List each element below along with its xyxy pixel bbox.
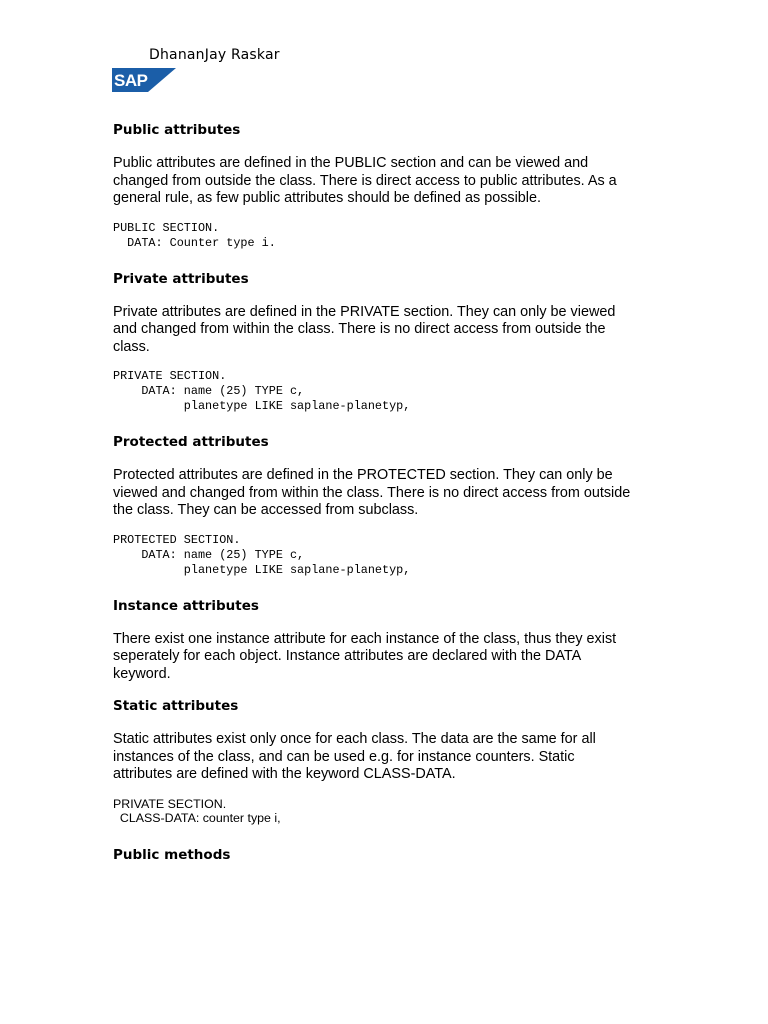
sap-logo-text: SAP	[114, 71, 148, 90]
section-heading: Public attributes	[113, 122, 241, 138]
section-static-attributes	[113, 696, 673, 825]
section-public-methods	[113, 845, 673, 865]
section-heading: Private attributes	[113, 270, 249, 287]
section-paragraph: Protected attributes are defined in the PROTECTED section. They can only be viewed and changed from within the class. There is no direct access from outside the class. They can be accessed from subclass.	[113, 467, 631, 518]
code-snippet: PROTECTED SECTION. DATA: name (25) TYPE c, planetype LIKE saplane-planetyp,	[113, 532, 411, 577]
section-private-attributes	[113, 269, 673, 415]
sap-logo-icon	[112, 68, 176, 92]
section-paragraph: Static attributes exist only once for each class. The data are the same for all instances of the class, and can be used e.g. for instance counters. Static attributes are defined with the keyword CLASS-DATA.	[113, 731, 596, 782]
section-heading: Public methods	[113, 846, 231, 863]
section-heading: Instance attributes	[113, 597, 259, 614]
document-body	[113, 120, 673, 880]
author-name: DhananJay Raskar	[149, 47, 280, 63]
section-public-attributes	[113, 120, 673, 251]
section-paragraph: There exist one instance attribute for each instance of the class, thus they exist seperately for each object. Instance attributes are declared with the DATA keyword.	[113, 630, 617, 682]
section-paragraph: Private attributes are defined in the PRIVATE section. They can only be viewed and changed from within the class. There is no direct access from outside the class.	[113, 303, 616, 355]
section-paragraph: Public attributes are defined in the PUBLIC section and can be viewed and changed from outside the class. There is direct access to public attributes. As a general rule, as few public attributes should be defined as possible.	[113, 155, 617, 206]
code-snippet: PRIVATE SECTION. DATA: name (25) TYPE c, planetype LIKE saplane-planetyp,	[113, 369, 411, 413]
section-instance-attributes	[113, 596, 673, 684]
section-heading: Protected attributes	[113, 434, 269, 450]
section-protected-attributes	[113, 432, 673, 578]
section-heading: Static attributes	[113, 698, 239, 714]
code-snippet: PRIVATE SECTION. CLASS-DATA: counter type i,	[113, 796, 281, 825]
code-snippet: PUBLIC SECTION. DATA: Counter type i.	[113, 220, 276, 250]
